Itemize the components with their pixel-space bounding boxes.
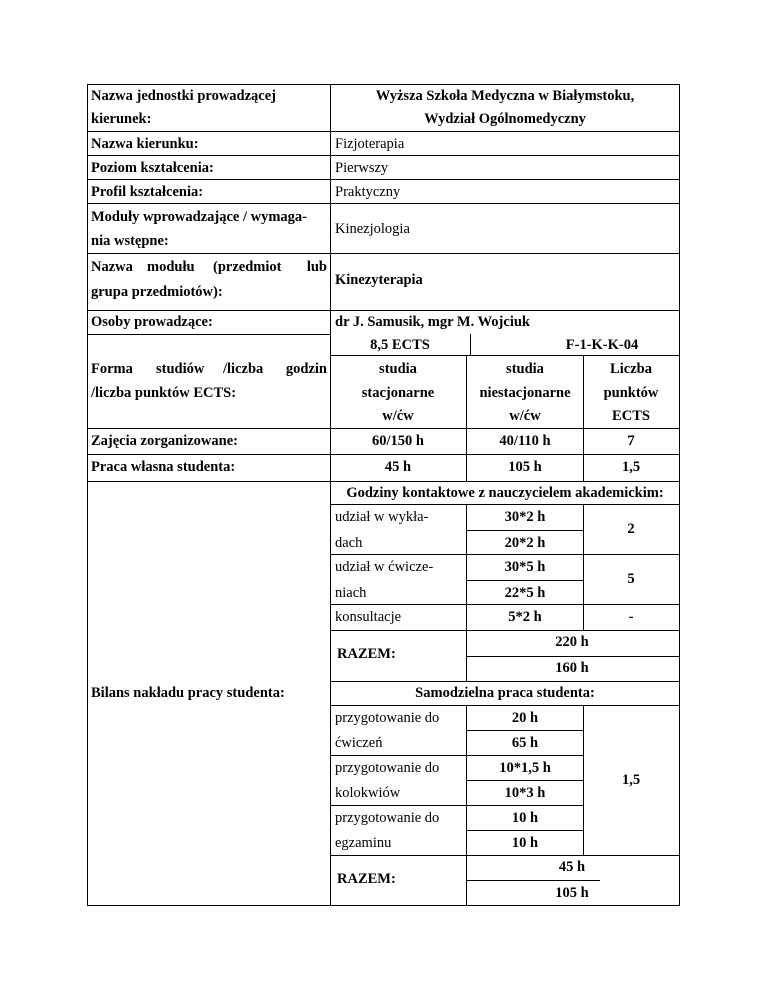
contact-header: Godziny kontaktowe z nauczycielem akademickim: bbox=[346, 485, 664, 501]
prep-col-hours-2: 10*3 h bbox=[504, 785, 546, 801]
prep-exam-line2: egzaminu bbox=[335, 835, 392, 851]
forms-label-word3: /liczba bbox=[223, 361, 264, 377]
lectures-hours-1: 30*2 h bbox=[504, 509, 546, 525]
self-total-2: 105 h bbox=[555, 885, 589, 901]
forms-label-word4: godzin bbox=[285, 361, 327, 377]
module-label-word4: lub bbox=[306, 259, 327, 275]
prereq-label-line2: nia wstępne: bbox=[91, 233, 169, 249]
exercises-hours-1: 30*5 h bbox=[504, 559, 546, 575]
module-value: Kinezyterapia bbox=[335, 272, 423, 288]
col-ects-line3: ECTS bbox=[612, 408, 650, 424]
self-total-1: 45 h bbox=[558, 859, 586, 875]
module-label-word2: modułu bbox=[147, 259, 195, 275]
profile-label: Profil kształcenia: bbox=[91, 184, 204, 200]
organized-part-time: 40/110 h bbox=[499, 433, 551, 449]
prep-exam-hours-2: 10 h bbox=[511, 835, 539, 851]
prereq-label-line1: Moduły wprowadzające / wymaga- bbox=[91, 209, 308, 225]
unit-label-line1: Nazwa jednostki prowadzącej bbox=[91, 88, 276, 104]
teachers-value: dr J. Samusik, mgr M. Wojciuk bbox=[335, 314, 530, 330]
forms-label-word1: Forma bbox=[91, 361, 133, 377]
ects-total: 8,5 ECTS bbox=[370, 337, 430, 353]
consult-label: konsultacje bbox=[335, 609, 402, 625]
balance-label: Bilans nakładu pracy studenta: bbox=[91, 685, 285, 701]
exercises-hours-2: 22*5 h bbox=[504, 585, 546, 601]
self-header: Samodzielna praca studenta: bbox=[415, 685, 595, 701]
field-value: Fizjoterapia bbox=[335, 136, 405, 152]
unit-label-line2: kierunek: bbox=[91, 111, 152, 127]
lectures-line1: udział w wykła- bbox=[335, 509, 429, 525]
module-label-word3: (przedmiot bbox=[213, 259, 282, 275]
forms-label-line2: /liczba punktów ECTS: bbox=[91, 385, 237, 401]
col-ects-line2: punktów bbox=[603, 385, 659, 401]
prep-exam-line1: przygotowanie do bbox=[335, 810, 440, 826]
organized-ects: 7 bbox=[627, 433, 635, 449]
prep-col-line2: kolokwiów bbox=[335, 785, 401, 801]
consult-ects: - bbox=[628, 609, 634, 625]
prep-ex-hours-2: 65 h bbox=[511, 735, 539, 751]
organized-label: Zajęcia zorganizowane: bbox=[91, 433, 238, 449]
consult-hours: 5*2 h bbox=[508, 609, 542, 625]
self-work-ects-total: 1,5 bbox=[621, 772, 641, 788]
self-total-label: RAZEM: bbox=[337, 871, 396, 887]
self-work-ects: 1,5 bbox=[621, 459, 641, 475]
col-ects-line1: Liczba bbox=[610, 361, 652, 377]
exercises-ects: 5 bbox=[627, 571, 635, 587]
contact-total-1: 220 h bbox=[555, 634, 589, 650]
self-work-full-time: 45 h bbox=[384, 459, 412, 475]
unit-value-line1: Wyższa Szkoła Medyczna w Białymstoku, bbox=[375, 88, 635, 104]
level-label: Poziom kształcenia: bbox=[91, 160, 214, 176]
col-part-time-line1: studia bbox=[506, 361, 544, 377]
self-work-part-time: 105 h bbox=[508, 459, 542, 475]
prep-ex-line2: ćwiczeń bbox=[335, 735, 383, 751]
exercises-line1: udział w ćwicze- bbox=[335, 559, 434, 575]
module-label-word1: Nazwa bbox=[91, 259, 133, 275]
exercises-line2: niach bbox=[335, 585, 367, 601]
forms-label-word2: studiów bbox=[156, 361, 205, 377]
col-full-time-line2: stacjonarne bbox=[361, 385, 435, 401]
profile-value: Praktyczny bbox=[335, 184, 401, 200]
prereq-value: Kinezjologia bbox=[335, 221, 410, 237]
prep-col-line1: przygotowanie do bbox=[335, 760, 440, 776]
col-part-time-line2: niestacjonarne bbox=[479, 385, 571, 401]
field-label: Nazwa kierunku: bbox=[91, 136, 199, 152]
col-full-time-line3: w/ćw bbox=[382, 408, 414, 424]
teachers-label: Osoby prowadzące: bbox=[91, 314, 213, 330]
module-label-line2: grupa przedmiotów): bbox=[91, 284, 223, 300]
prep-ex-line1: przygotowanie do bbox=[335, 710, 440, 726]
lectures-hours-2: 20*2 h bbox=[504, 535, 546, 551]
contact-total-2: 160 h bbox=[555, 660, 589, 676]
lectures-ects: 2 bbox=[627, 521, 635, 537]
prep-exam-hours-1: 10 h bbox=[511, 810, 539, 826]
lectures-line2: dach bbox=[335, 535, 363, 551]
unit-value-line2: Wydział Ogólnomedyczny bbox=[424, 111, 586, 127]
prep-col-hours-1: 10*1,5 h bbox=[499, 760, 551, 776]
level-value: Pierwszy bbox=[335, 160, 389, 176]
contact-total-label: RAZEM: bbox=[337, 646, 396, 662]
module-code: F-1-K-K-04 bbox=[565, 337, 639, 353]
col-part-time-line3: w/ćw bbox=[509, 408, 541, 424]
self-work-label: Praca własna studenta: bbox=[91, 459, 236, 475]
organized-full-time: 60/150 h bbox=[372, 433, 424, 449]
prep-ex-hours-1: 20 h bbox=[511, 710, 539, 726]
col-full-time-line1: studia bbox=[379, 361, 417, 377]
